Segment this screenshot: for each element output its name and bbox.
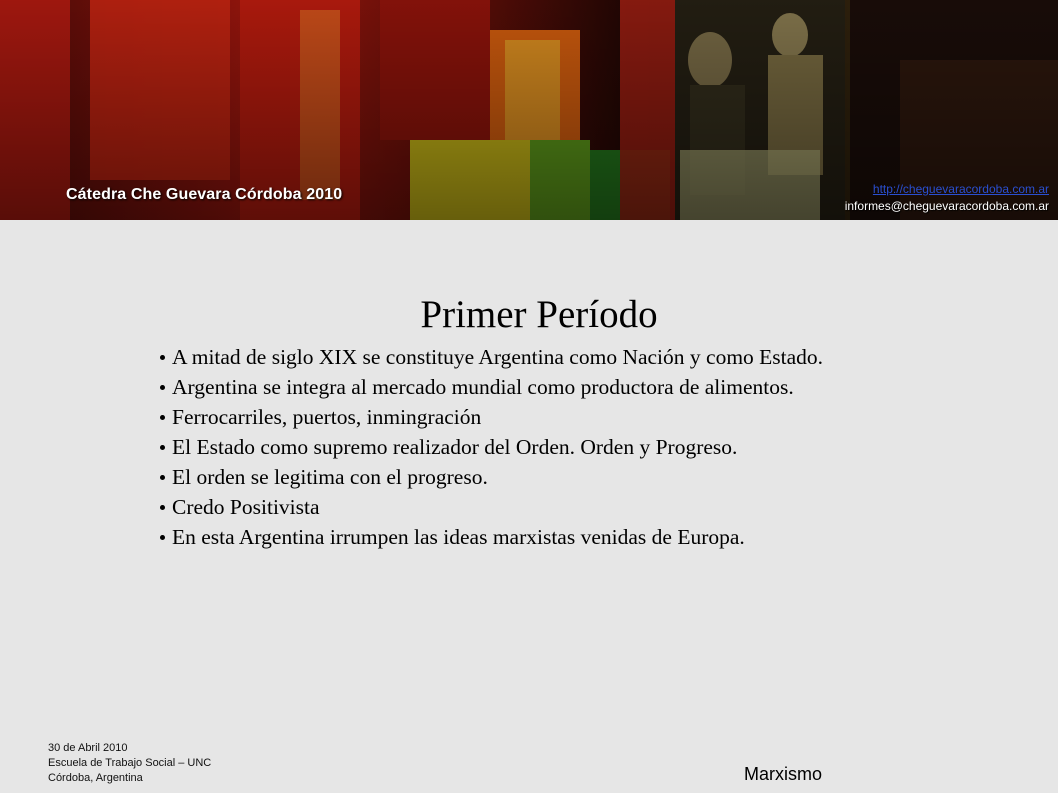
- bullet-item: [160, 492, 920, 522]
- bullet-item: [160, 432, 920, 462]
- bullet-dot-icon: [160, 385, 165, 390]
- bullet-item: [160, 342, 920, 372]
- bullet-text: El orden se legitima con el progreso.: [172, 465, 488, 489]
- bullet-dot-icon: [160, 445, 165, 450]
- bullet-text: El Estado como supremo realizador del Orden. Orden y Progreso.: [172, 435, 738, 459]
- email-text: informes@cheguevaracordoba.com.ar: [844, 199, 1049, 213]
- bullet-list: [160, 342, 920, 552]
- footer-location: Córdoba, Argentina: [48, 772, 143, 784]
- brand-label: Cátedra Che Guevara Córdoba 2010: [66, 186, 343, 203]
- bullet-text: Argentina se integra al mercado mundial como productora de alimentos.: [172, 375, 794, 399]
- bullet-text: Ferrocarriles, puertos, inmingración: [172, 405, 482, 429]
- bullet-dot-icon: [160, 535, 165, 540]
- header-banner: [0, 0, 1058, 220]
- bullet-text: A mitad de siglo XIX se constituye Argentina como Nación y como Estado.: [172, 345, 824, 369]
- bullet-item: [160, 462, 920, 492]
- footer-info: [48, 741, 211, 786]
- slide-title: Primer Período: [420, 293, 658, 336]
- footer-topic: Marxismo: [744, 764, 823, 784]
- footer-date: 30 de Abril 2010: [48, 742, 128, 754]
- bullet-item: [160, 402, 920, 432]
- bullet-dot-icon: [160, 355, 165, 360]
- contact-block: [845, 181, 1049, 215]
- bullet-item: [160, 522, 920, 552]
- bullet-item: [160, 372, 920, 402]
- website-link[interactable]: http://cheguevaracordoba.com.ar: [872, 182, 1049, 196]
- footer-institution: Escuela de Trabajo Social – UNC: [48, 757, 212, 769]
- bullet-dot-icon: [160, 505, 165, 510]
- bullet-dot-icon: [160, 415, 165, 420]
- bullet-dot-icon: [160, 475, 165, 480]
- bullet-text: En esta Argentina irrumpen las ideas marxistas venidas de Europa.: [172, 525, 745, 549]
- bullet-text: Credo Positivista: [172, 495, 320, 519]
